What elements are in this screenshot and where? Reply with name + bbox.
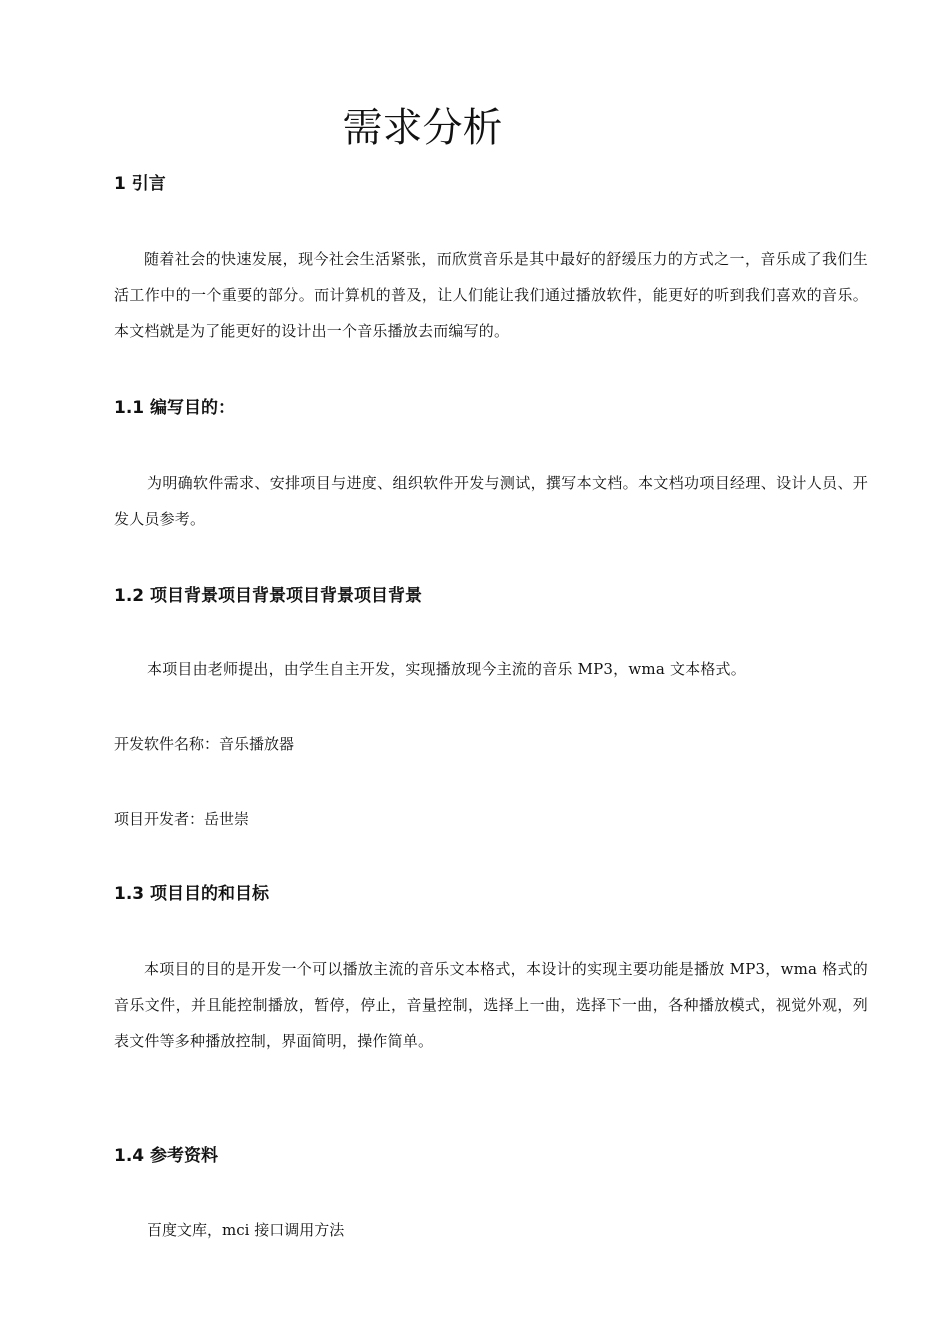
section-body-goals: 本项目的目的是开发一个可以播放主流的音乐文本格式，本设计的实现主要功能是播放 MP3，wma 格式的音乐文件，并且能控制播放，暂停，停止，音量控制，选择上一曲，选择下一曲，各种播放模式，视觉外观，列表文件等多种播放控制，界面简明，操作简单。 bbox=[114, 960, 868, 1050]
section-body-background: 本项目由老师提出，由学生自主开发，实现播放现今主流的音乐 MP3，wma 文本格式。 bbox=[147, 660, 746, 678]
section-heading-references: 1.4 参考资料 bbox=[114, 1146, 219, 1166]
section-heading-background: 1.2 项目背景项目背景项目背景项目背景 bbox=[114, 586, 423, 606]
section-body-references: 百度文库，mci 接口调用方法 bbox=[147, 1221, 345, 1239]
section-body-intro: 随着社会的快速发展，现今社会生活紧张，而欣赏音乐是其中最好的舒缓压力的方式之一，音乐成了我们生活工作中的一个重要的部分。而计算机的普及，让人们能让我们通过播放软件，能更好的听到我们喜欢的音乐。本文档就是为了能更好的设计出一个音乐播放去而编写的。 bbox=[114, 250, 868, 340]
section-body-purpose: 为明确软件需求、安排项目与进度、组织软件开发与测试，撰写本文档。本文档功项目经理、设计人员、开发人员参考。 bbox=[114, 474, 868, 528]
developer-line: 项目开发者：岳世崇 bbox=[114, 810, 250, 828]
section-heading-intro: 1 引言 bbox=[114, 174, 166, 194]
software-name-line: 开发软件名称：音乐播放器 bbox=[114, 735, 295, 753]
document-title: 需求分析 bbox=[342, 105, 503, 151]
section-heading-goals: 1.3 项目目的和目标 bbox=[114, 884, 270, 904]
section-heading-purpose: 1.1 编写目的： bbox=[114, 398, 236, 418]
